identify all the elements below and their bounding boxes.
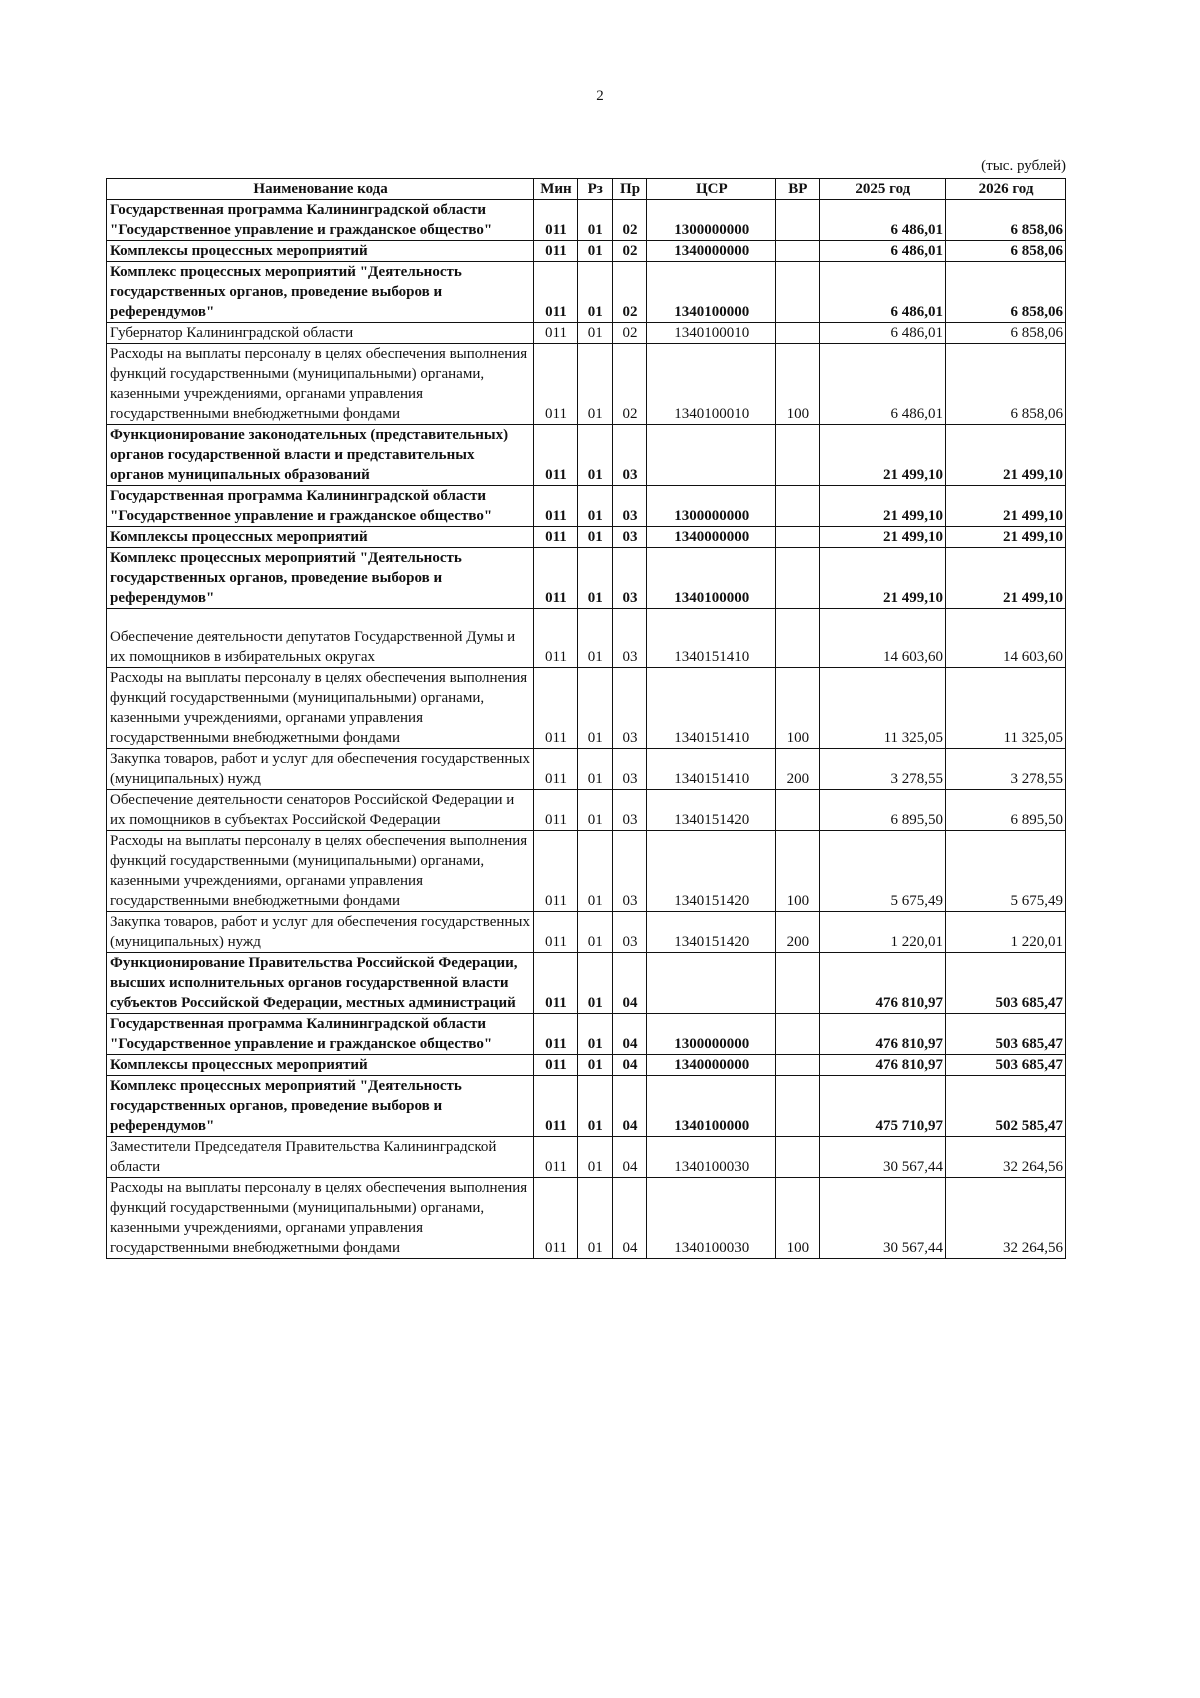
cell-pr: 03 — [612, 749, 647, 790]
cell-pr: 02 — [612, 262, 647, 323]
cell-vr: 100 — [776, 1178, 820, 1259]
cell-min: 011 — [534, 262, 578, 323]
cell-2025: 30 567,44 — [819, 1137, 945, 1178]
cell-name: Государственная программа Калининградской области "Государственное управление и гражданское общество" — [107, 486, 534, 527]
cell-2025: 6 486,01 — [819, 323, 945, 344]
cell-name: Обеспечение деятельности депутатов Государственной Думы и их помощников в избирательных округах — [107, 609, 534, 668]
table-row — [107, 1178, 1066, 1259]
cell-rz: 01 — [577, 1014, 612, 1055]
cell-name: Расходы на выплаты персоналу в целях обеспечения выполнения функций государственными (муниципальными) органами, казенными учреждениями, органами управления государственными внебюджетными фондами — [107, 344, 534, 425]
cell-rz: 01 — [577, 486, 612, 527]
cell-csr: 1340100000 — [647, 262, 776, 323]
header-name: Наименование кода — [107, 179, 534, 200]
cell-pr: 04 — [612, 1076, 647, 1137]
cell-vr — [776, 200, 820, 241]
cell-rz: 01 — [577, 200, 612, 241]
page-number: 2 — [596, 88, 604, 104]
units-note: (тыс. рублей) — [981, 158, 1066, 174]
cell-pr: 04 — [612, 1014, 647, 1055]
table-row — [107, 262, 1066, 323]
cell-2026: 503 685,47 — [946, 1055, 1066, 1076]
table-row — [107, 425, 1066, 486]
cell-vr — [776, 486, 820, 527]
cell-vr — [776, 323, 820, 344]
cell-2025: 6 486,01 — [819, 262, 945, 323]
cell-min: 011 — [534, 1137, 578, 1178]
cell-min: 011 — [534, 609, 578, 668]
cell-pr: 02 — [612, 323, 647, 344]
cell-csr: 1340100010 — [647, 323, 776, 344]
cell-pr: 04 — [612, 953, 647, 1014]
cell-csr: 1340100010 — [647, 344, 776, 425]
cell-vr — [776, 1137, 820, 1178]
cell-2026: 6 858,06 — [946, 241, 1066, 262]
cell-csr: 1340151420 — [647, 790, 776, 831]
cell-min: 011 — [534, 668, 578, 749]
cell-2026: 6 895,50 — [946, 790, 1066, 831]
table-row — [107, 486, 1066, 527]
cell-pr: 03 — [612, 668, 647, 749]
cell-rz: 01 — [577, 425, 612, 486]
cell-2025: 21 499,10 — [819, 486, 945, 527]
cell-csr: 1300000000 — [647, 486, 776, 527]
cell-csr: 1340000000 — [647, 241, 776, 262]
table-row — [107, 323, 1066, 344]
cell-vr: 100 — [776, 344, 820, 425]
cell-min: 011 — [534, 1055, 578, 1076]
cell-2026: 6 858,06 — [946, 262, 1066, 323]
cell-min: 011 — [534, 953, 578, 1014]
table-row — [107, 831, 1066, 912]
cell-min: 011 — [534, 790, 578, 831]
cell-2025: 6 486,01 — [819, 241, 945, 262]
cell-pr: 04 — [612, 1055, 647, 1076]
table-row — [107, 749, 1066, 790]
cell-2025: 476 810,97 — [819, 1014, 945, 1055]
cell-name: Комплекс процессных мероприятий "Деятельность государственных органов, проведение выборов и референдумов" — [107, 548, 534, 609]
cell-2026: 21 499,10 — [946, 548, 1066, 609]
cell-vr: 200 — [776, 912, 820, 953]
cell-vr — [776, 548, 820, 609]
header-vr: ВР — [776, 179, 820, 200]
table-body — [107, 200, 1066, 1259]
header-csr: ЦСР — [647, 179, 776, 200]
cell-rz: 01 — [577, 831, 612, 912]
cell-min: 011 — [534, 548, 578, 609]
cell-pr: 03 — [612, 831, 647, 912]
cell-2025: 21 499,10 — [819, 425, 945, 486]
cell-vr: 100 — [776, 668, 820, 749]
table-row — [107, 790, 1066, 831]
cell-name: Обеспечение деятельности сенаторов Российской Федерации и их помощников в субъектах Российской Федерации — [107, 790, 534, 831]
cell-min: 011 — [534, 749, 578, 790]
cell-2025: 21 499,10 — [819, 527, 945, 548]
cell-min: 011 — [534, 486, 578, 527]
header-2026: 2026 год — [946, 179, 1066, 200]
cell-2026: 503 685,47 — [946, 953, 1066, 1014]
cell-min: 011 — [534, 344, 578, 425]
cell-name: Расходы на выплаты персоналу в целях обеспечения выполнения функций государственными (муниципальными) органами, казенными учреждениями, органами управления государственными внебюджетными фондами — [107, 1178, 534, 1259]
table-row — [107, 527, 1066, 548]
cell-min: 011 — [534, 323, 578, 344]
cell-min: 011 — [534, 1014, 578, 1055]
cell-min: 011 — [534, 200, 578, 241]
cell-pr: 04 — [612, 1137, 647, 1178]
cell-vr: 100 — [776, 831, 820, 912]
header-rz: Рз — [577, 179, 612, 200]
cell-2026: 5 675,49 — [946, 831, 1066, 912]
cell-pr: 03 — [612, 527, 647, 548]
cell-vr — [776, 527, 820, 548]
cell-name: Комплексы процессных мероприятий — [107, 241, 534, 262]
table-row — [107, 1137, 1066, 1178]
cell-rz: 01 — [577, 1137, 612, 1178]
table-header-row — [107, 179, 1066, 200]
cell-csr: 1340151410 — [647, 749, 776, 790]
cell-vr — [776, 953, 820, 1014]
table-row — [107, 668, 1066, 749]
cell-min: 011 — [534, 527, 578, 548]
cell-csr: 1340100000 — [647, 548, 776, 609]
cell-vr — [776, 1076, 820, 1137]
cell-rz: 01 — [577, 912, 612, 953]
cell-rz: 01 — [577, 241, 612, 262]
cell-name: Закупка товаров, работ и услуг для обеспечения государственных (муниципальных) нужд — [107, 912, 534, 953]
cell-csr: 1300000000 — [647, 1014, 776, 1055]
cell-pr: 02 — [612, 241, 647, 262]
cell-2025: 6 895,50 — [819, 790, 945, 831]
cell-vr — [776, 262, 820, 323]
header-2025: 2025 год — [819, 179, 945, 200]
cell-pr: 03 — [612, 425, 647, 486]
table-row — [107, 912, 1066, 953]
cell-2026: 3 278,55 — [946, 749, 1066, 790]
cell-rz: 01 — [577, 953, 612, 1014]
cell-2025: 14 603,60 — [819, 609, 945, 668]
cell-min: 011 — [534, 1076, 578, 1137]
cell-csr — [647, 425, 776, 486]
cell-vr: 200 — [776, 749, 820, 790]
cell-rz: 01 — [577, 668, 612, 749]
cell-rz: 01 — [577, 1055, 612, 1076]
cell-pr: 02 — [612, 344, 647, 425]
cell-name: Функционирование Правительства Российской Федерации, высших исполнительных органов государственной власти субъектов Российской Федерации, местных администраций — [107, 953, 534, 1014]
table-row — [107, 241, 1066, 262]
cell-pr: 02 — [612, 200, 647, 241]
cell-pr: 03 — [612, 548, 647, 609]
cell-2026: 502 585,47 — [946, 1076, 1066, 1137]
cell-pr: 03 — [612, 790, 647, 831]
cell-2026: 32 264,56 — [946, 1137, 1066, 1178]
cell-vr — [776, 425, 820, 486]
cell-name: Комплексы процессных мероприятий — [107, 527, 534, 548]
cell-2026: 21 499,10 — [946, 527, 1066, 548]
cell-2025: 3 278,55 — [819, 749, 945, 790]
cell-2025: 21 499,10 — [819, 548, 945, 609]
cell-min: 011 — [534, 912, 578, 953]
table-row — [107, 1055, 1066, 1076]
cell-2026: 21 499,10 — [946, 425, 1066, 486]
cell-csr: 1340100030 — [647, 1178, 776, 1259]
cell-pr: 04 — [612, 1178, 647, 1259]
cell-csr: 1340151420 — [647, 831, 776, 912]
cell-csr: 1300000000 — [647, 200, 776, 241]
cell-2025: 6 486,01 — [819, 344, 945, 425]
cell-name: Комплексы процессных мероприятий — [107, 1055, 534, 1076]
budget-table — [106, 178, 1066, 1259]
cell-name: Расходы на выплаты персоналу в целях обеспечения выполнения функций государственными (муниципальными) органами, казенными учреждениями, органами управления государственными внебюджетными фондами — [107, 668, 534, 749]
cell-csr: 1340000000 — [647, 1055, 776, 1076]
cell-2025: 1 220,01 — [819, 912, 945, 953]
cell-rz: 01 — [577, 1076, 612, 1137]
cell-csr: 1340151410 — [647, 668, 776, 749]
cell-pr: 03 — [612, 486, 647, 527]
cell-pr: 03 — [612, 609, 647, 668]
cell-rz: 01 — [577, 1178, 612, 1259]
cell-2026: 11 325,05 — [946, 668, 1066, 749]
cell-csr: 1340151410 — [647, 609, 776, 668]
cell-vr — [776, 790, 820, 831]
cell-rz: 01 — [577, 344, 612, 425]
cell-2025: 6 486,01 — [819, 200, 945, 241]
cell-name: Государственная программа Калининградской области "Государственное управление и гражданское общество" — [107, 1014, 534, 1055]
cell-name: Комплекс процессных мероприятий "Деятельность государственных органов, проведение выборов и референдумов" — [107, 262, 534, 323]
cell-csr: 1340100000 — [647, 1076, 776, 1137]
cell-min: 011 — [534, 425, 578, 486]
cell-vr — [776, 609, 820, 668]
cell-csr: 1340100030 — [647, 1137, 776, 1178]
cell-rz: 01 — [577, 548, 612, 609]
cell-2026: 14 603,60 — [946, 609, 1066, 668]
cell-2026: 1 220,01 — [946, 912, 1066, 953]
cell-2025: 5 675,49 — [819, 831, 945, 912]
cell-csr: 1340000000 — [647, 527, 776, 548]
cell-2025: 475 710,97 — [819, 1076, 945, 1137]
cell-min: 011 — [534, 831, 578, 912]
header-min: Мин — [534, 179, 578, 200]
cell-2026: 21 499,10 — [946, 486, 1066, 527]
cell-rz: 01 — [577, 527, 612, 548]
cell-min: 011 — [534, 241, 578, 262]
cell-name: Функционирование законодательных (представительных) органов государственной власти и представительных органов муниципальных образований — [107, 425, 534, 486]
cell-csr: 1340151420 — [647, 912, 776, 953]
cell-2026: 503 685,47 — [946, 1014, 1066, 1055]
cell-rz: 01 — [577, 323, 612, 344]
cell-2025: 476 810,97 — [819, 953, 945, 1014]
table-row — [107, 1076, 1066, 1137]
cell-name: Заместители Председателя Правительства Калининградской области — [107, 1137, 534, 1178]
cell-name: Комплекс процессных мероприятий "Деятельность государственных органов, проведение выборов и референдумов" — [107, 1076, 534, 1137]
table-row — [107, 953, 1066, 1014]
table-row — [107, 200, 1066, 241]
cell-name: Государственная программа Калининградской области "Государственное управление и гражданское общество" — [107, 200, 534, 241]
table-row — [107, 344, 1066, 425]
cell-2026: 6 858,06 — [946, 323, 1066, 344]
table-row — [107, 609, 1066, 668]
header-pr: Пр — [612, 179, 647, 200]
cell-rz: 01 — [577, 609, 612, 668]
cell-name: Расходы на выплаты персоналу в целях обеспечения выполнения функций государственными (муниципальными) органами, казенными учреждениями, органами управления государственными внебюджетными фондами — [107, 831, 534, 912]
cell-csr — [647, 953, 776, 1014]
cell-2025: 11 325,05 — [819, 668, 945, 749]
cell-min: 011 — [534, 1178, 578, 1259]
cell-2026: 32 264,56 — [946, 1178, 1066, 1259]
cell-vr — [776, 1014, 820, 1055]
cell-vr — [776, 1055, 820, 1076]
cell-name: Закупка товаров, работ и услуг для обеспечения государственных (муниципальных) нужд — [107, 749, 534, 790]
cell-2025: 30 567,44 — [819, 1178, 945, 1259]
cell-rz: 01 — [577, 262, 612, 323]
cell-rz: 01 — [577, 749, 612, 790]
cell-pr: 03 — [612, 912, 647, 953]
cell-name: Губернатор Калининградской области — [107, 323, 534, 344]
table-row — [107, 548, 1066, 609]
cell-2025: 476 810,97 — [819, 1055, 945, 1076]
cell-rz: 01 — [577, 790, 612, 831]
cell-vr — [776, 241, 820, 262]
cell-2026: 6 858,06 — [946, 344, 1066, 425]
cell-2026: 6 858,06 — [946, 200, 1066, 241]
table-row — [107, 1014, 1066, 1055]
